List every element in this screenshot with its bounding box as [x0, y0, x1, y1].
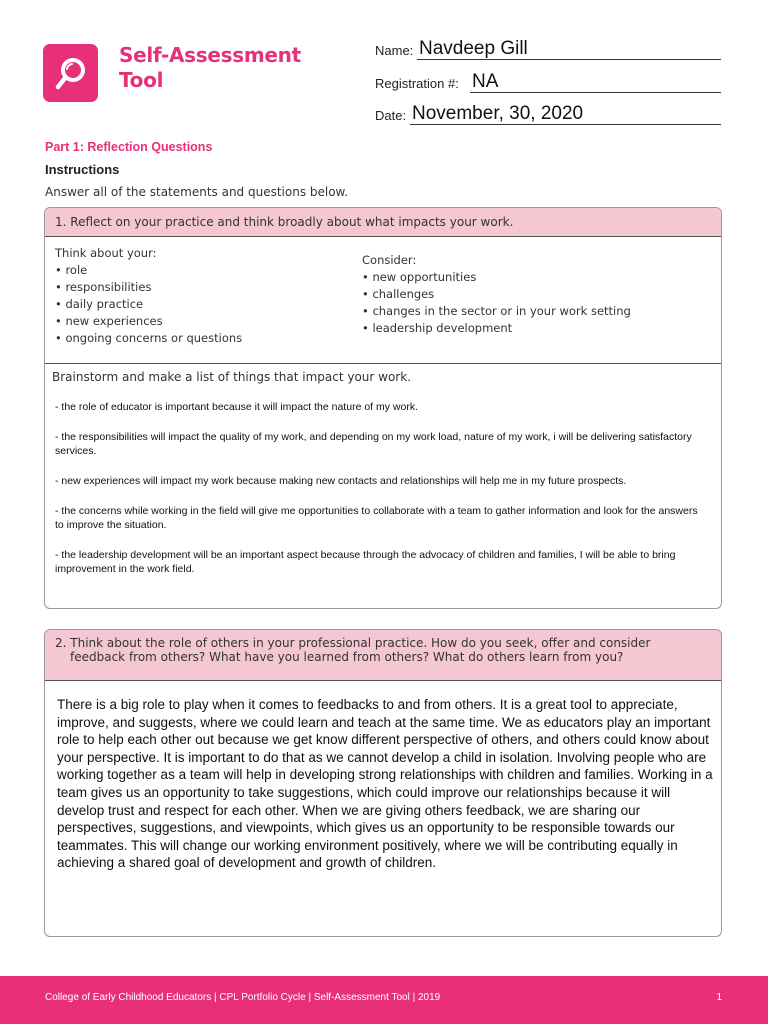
date-value: November, 30, 2020 — [412, 103, 584, 124]
question-2-header — [45, 630, 721, 681]
name-field[interactable] — [375, 36, 721, 60]
tool-title — [119, 43, 301, 93]
brainstorm-prompt: Brainstorm and make a list of things that impact your work. — [52, 370, 412, 384]
logo — [43, 44, 98, 102]
response-paragraph: - the responsibilities will impact the quality of my work, and depending on my work load, nature of my work, i will be delivering satisfactory services. — [55, 431, 692, 457]
brainstorm-response-area[interactable] — [55, 400, 705, 592]
question-2-box — [44, 629, 722, 937]
question-1-box — [44, 207, 722, 609]
list-item: • changes in the sector or in your work setting — [362, 304, 631, 318]
tool-title-line2: Tool — [119, 68, 164, 92]
list-item: • ongoing concerns or questions — [55, 331, 243, 345]
question-2-answer[interactable]: There is a big role to play when it comes to feedbacks to and from others. It is a great tool to appreciate, improve, and suggests, where we could learn and teach at the same time. We as educators play an important role to help each other out because we get know different perspective of others, and others could know about your perspective. It is important to do that as we cannot develop a child in isolation. Involving people who are working together as a team will help in developing strong relationships with children and families. Working in a team gives us an opportunity to take suggestions, which could improve our relationships because it will develop trust and respect for each other. When we are giving others feedback, we are sharing our perspectives, suggestions, and viewpoints, which gives us an opportunity to be responsible towards our teammates. This will change our working environment positively, where we will be contributing equally in achieving a shared goal of development and growth of children. — [57, 697, 713, 871]
registration-underline — [470, 92, 721, 93]
question-2-line1: 2. Think about the role of others in your professional practice. How do you seek, offer and consider — [55, 636, 651, 650]
think-heading: Think about your: — [55, 246, 157, 260]
magnifier-icon — [43, 44, 98, 102]
list-item: • leadership development — [362, 321, 513, 335]
registration-label: Registration #: — [375, 76, 459, 91]
name-underline — [417, 59, 721, 60]
registration-value: NA — [472, 71, 499, 92]
instructions-heading: Instructions — [45, 162, 120, 177]
date-underline — [410, 124, 721, 125]
instructions-text: Answer all of the statements and questions below. — [45, 185, 349, 199]
question-1-header: 1. Reflect on your practice and think broadly about what impacts your work. — [45, 208, 721, 237]
name-value: Navdeep Gill — [419, 38, 528, 59]
question-2-line2: feedback from others? What have you learned from others? What do others learn from you? — [70, 650, 624, 664]
footer — [0, 976, 768, 1024]
list-item: • daily practice — [55, 297, 144, 311]
date-field[interactable] — [375, 101, 721, 125]
list-item: • challenges — [362, 287, 435, 301]
think-about-list — [55, 245, 242, 347]
list-item: • new experiences — [55, 314, 163, 328]
divider — [45, 363, 721, 364]
registration-field[interactable] — [375, 69, 721, 93]
consider-heading: Consider: — [362, 253, 417, 267]
date-label: Date: — [375, 108, 407, 123]
response-paragraph: - the role of educator is important because it will impact the nature of my work. — [55, 401, 418, 413]
response-paragraph: - the concerns while working in the field will give me opportunities to collaborate with a team to gather information and look for the answers to improve the situation. — [55, 505, 698, 531]
tool-title-line1: Self-Assessment — [119, 43, 301, 67]
response-paragraph: - new experiences will impact my work because making new contacts and relationships will help me in my future prospects. — [55, 475, 627, 487]
consider-list — [362, 252, 631, 337]
list-item: • new opportunities — [362, 270, 477, 284]
list-item: • responsibilities — [55, 280, 152, 294]
page-number: 1 — [716, 992, 722, 1003]
list-item: • role — [55, 263, 88, 277]
response-paragraph: - the leadership development will be an important aspect because through the advocacy of children and families, I will be able to bring improvement in the work field. — [55, 549, 676, 575]
name-label: Name: — [375, 43, 414, 58]
footer-text: College of Early Childhood Educators | CPL Portfolio Cycle | Self-Assessment Tool | 2019 — [45, 992, 441, 1003]
part-title: Part 1: Reflection Questions — [45, 140, 213, 154]
